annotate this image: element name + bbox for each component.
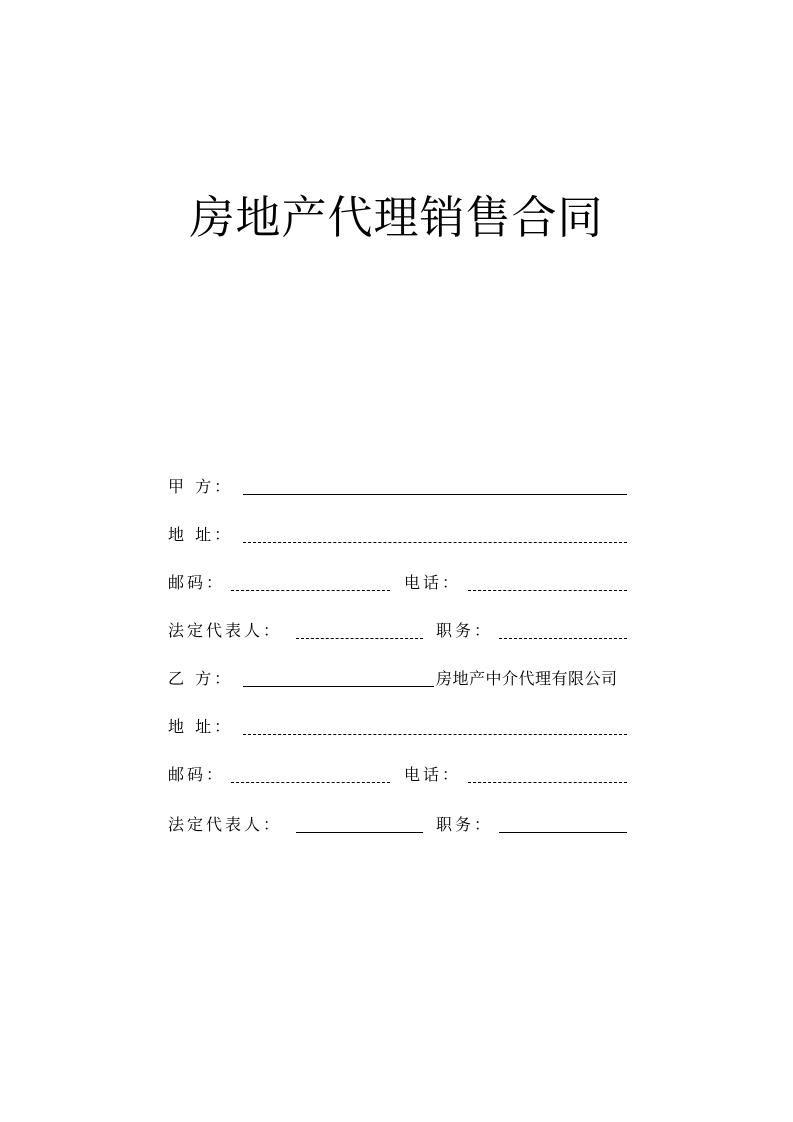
- party-a-postcode-label: 邮码：: [168, 573, 226, 592]
- party-b-label: 乙 方：: [168, 669, 234, 688]
- party-a-rep-label: 法定代表人：: [168, 621, 283, 640]
- party-a-title-field[interactable]: [499, 638, 627, 639]
- party-b-title-label: 职务：: [436, 815, 494, 834]
- party-b-phone-label: 电话：: [404, 765, 462, 784]
- party-b-address-label: 地 址：: [168, 717, 234, 736]
- party-b-name-field[interactable]: [243, 686, 434, 687]
- party-a-phone-label: 电话：: [404, 573, 462, 592]
- party-b-rep-label: 法定代表人：: [168, 815, 283, 834]
- party-a-rep-field[interactable]: [296, 638, 423, 639]
- party-a-title-label: 职务：: [436, 621, 494, 640]
- party-b-postcode-label: 邮码：: [168, 765, 226, 784]
- party-b-postcode-field[interactable]: [231, 782, 390, 783]
- document-title: 房地产代理销售合同: [189, 191, 604, 244]
- party-b-company-suffix: 房地产中介代理有限公司: [436, 669, 618, 688]
- party-a-phone-field[interactable]: [468, 590, 627, 591]
- party-b-phone-field[interactable]: [468, 782, 627, 783]
- party-b-address-field[interactable]: [243, 734, 627, 735]
- party-a-label: 甲 方：: [168, 477, 234, 496]
- party-a-postcode-field[interactable]: [231, 590, 390, 591]
- party-b-rep-field[interactable]: [296, 832, 423, 833]
- party-a-address-field[interactable]: [243, 542, 627, 543]
- party-a-address-label: 地 址：: [168, 525, 234, 544]
- party-a-name-field[interactable]: [243, 494, 627, 495]
- party-b-title-field[interactable]: [499, 832, 627, 833]
